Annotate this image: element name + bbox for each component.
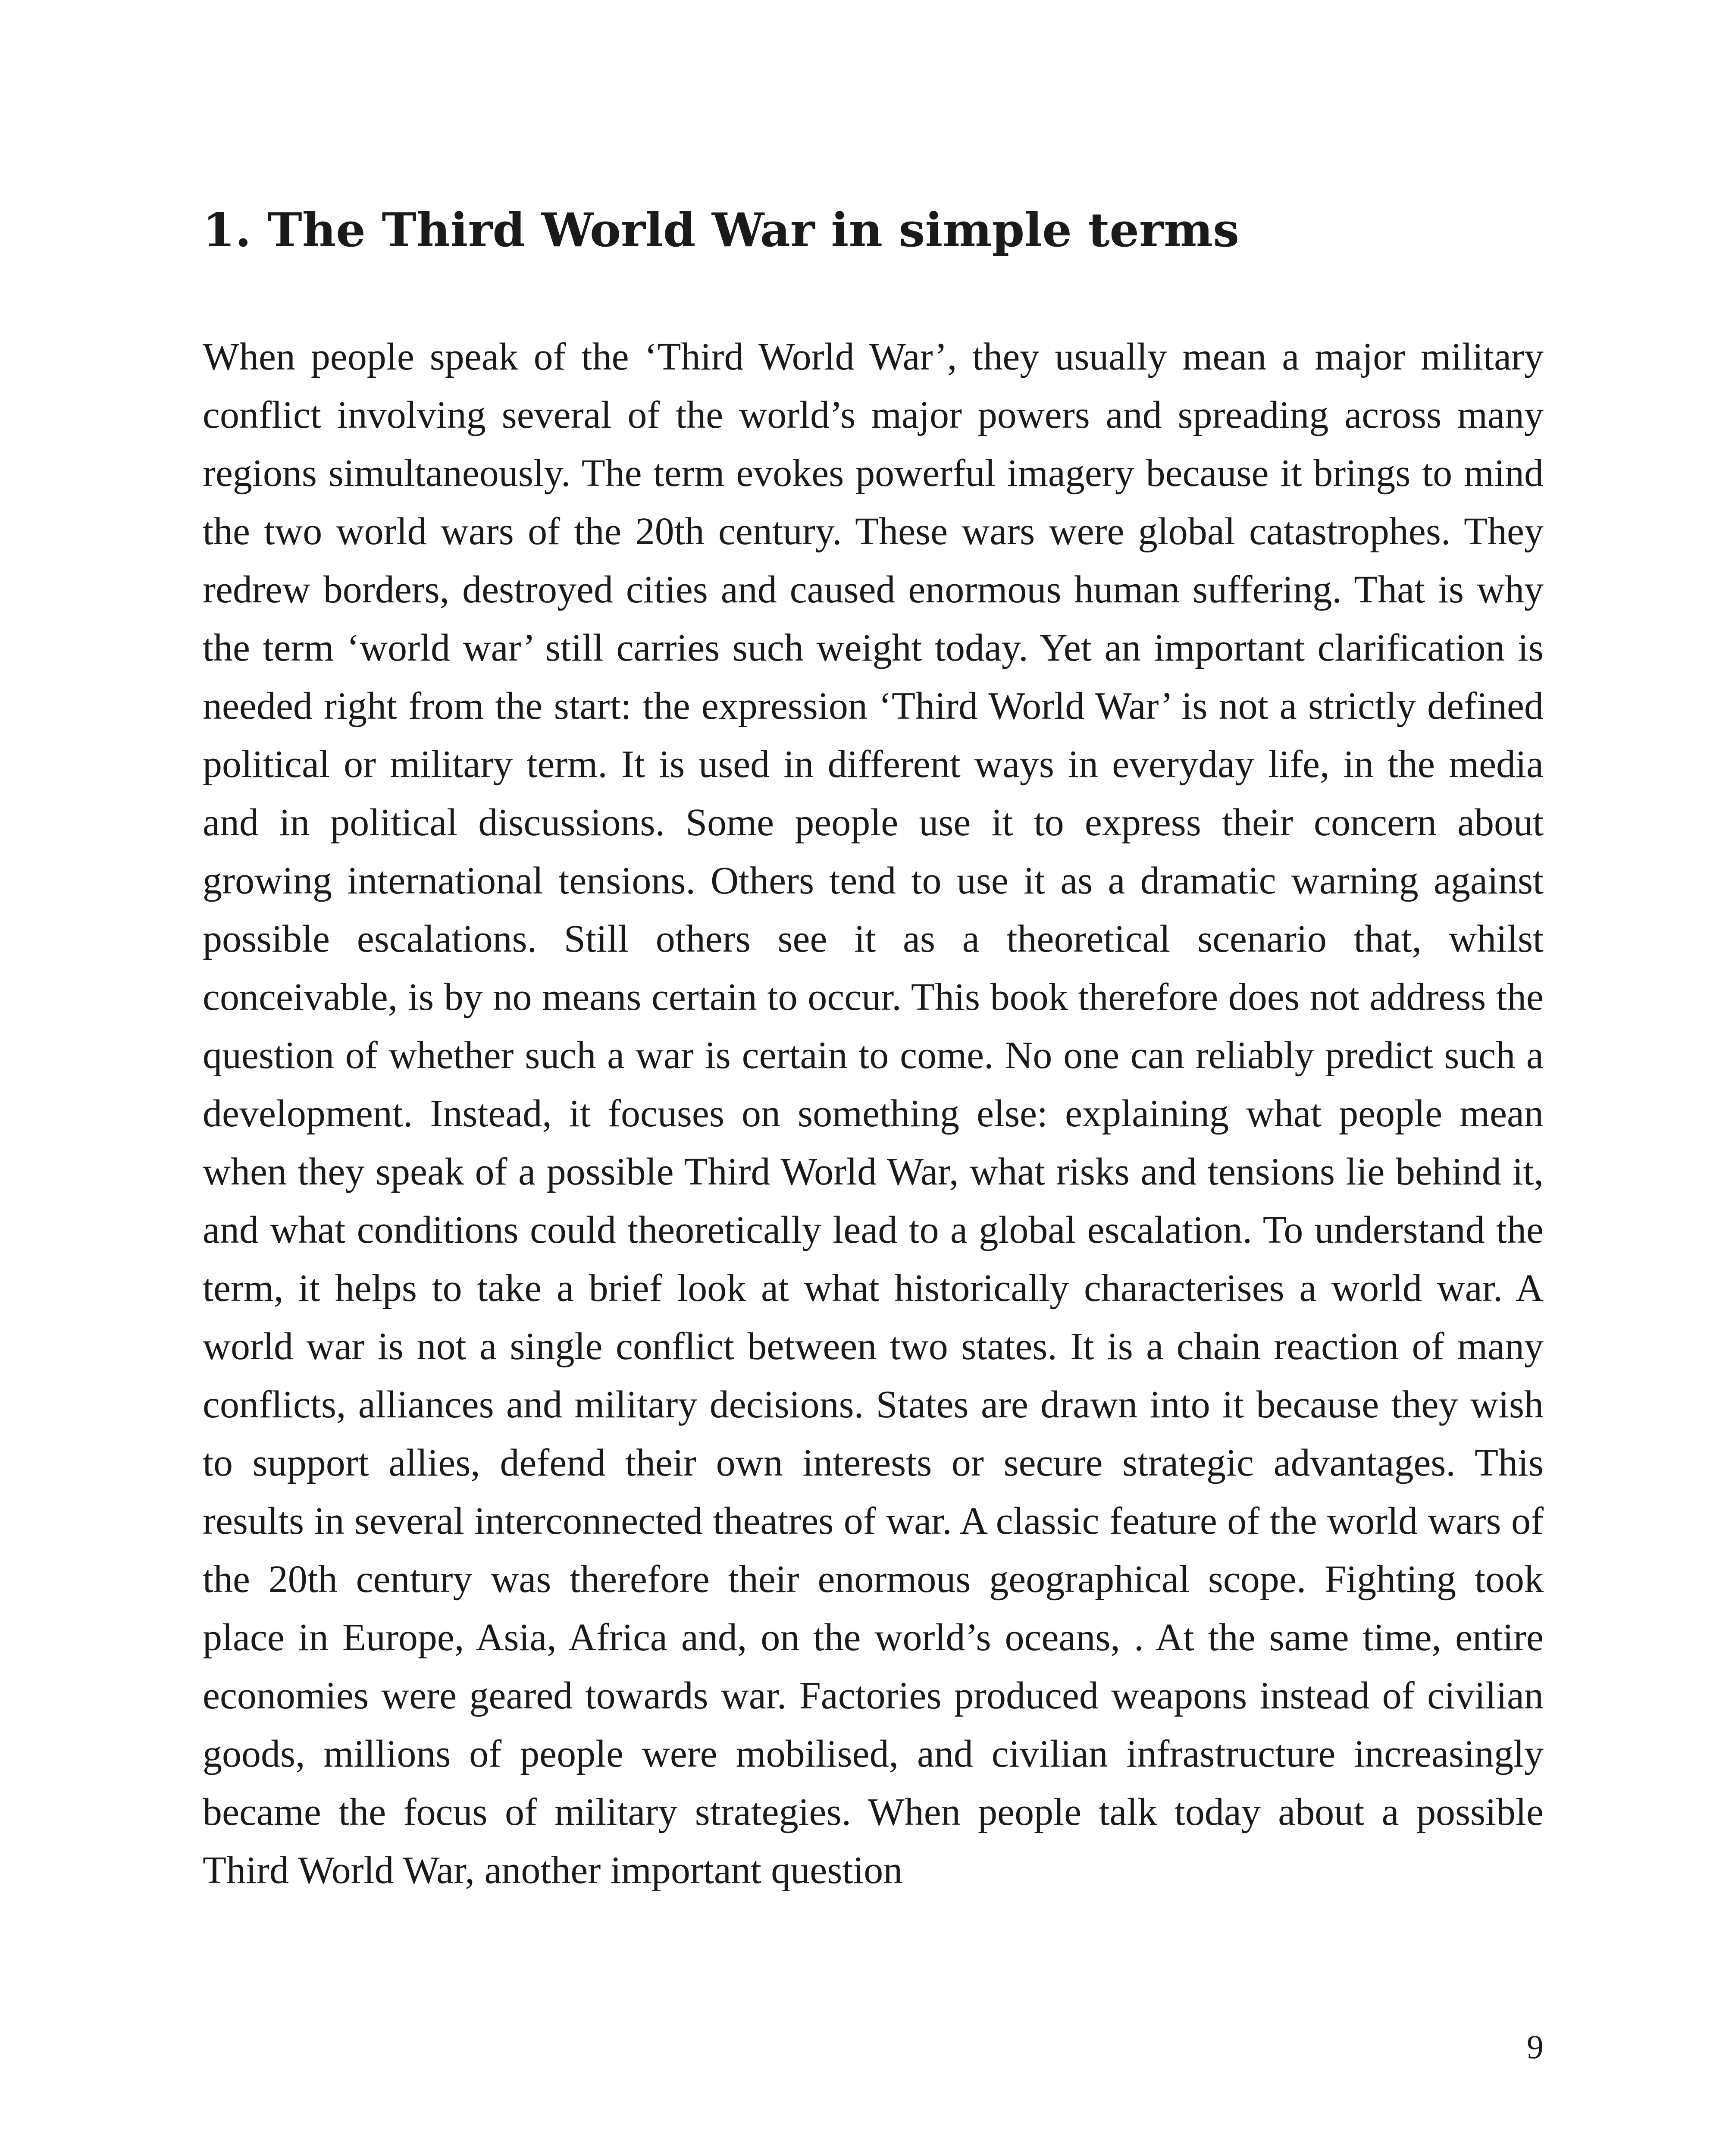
page-number: 9 — [1527, 2028, 1544, 2065]
body-paragraph: When people speak of the ‘Third World War’, they usually mean a major military conflict involving several of the world’s major powers and spreading across many regions simultaneously. The term evokes powerful imagery because it brings to mind the two world wars of the 20th century. These wars were global catastrophes. They redrew borders, destroyed cities and caused enormous human suffering. That is why the term ‘world war’ still carries such weight today. Yet an important clarification is needed right from the start: the expression ‘Third World War’ is not a strictly defined political or military term. It is used in different ways in everyday life, in the media and in political discussions. Some people use it to express their concern about growing international tensions. Others tend to use it as a dramatic warning against possible escalations. Still others see it as a theoretical scenario that, whilst conceivable, is by no means certain to occur. This book therefore does not address the question of whether such a war is certain to come. No one can reliably predict such a development. Instead, it focuses on something else: explaining what people mean when they speak of a possible Third World War, what risks and tensions lie behind it, and what conditions could theoretically lead to a global escalation. To understand the term, it helps to take a brief look at what historically characterises a world war. A world war is not a single conflict between two states. It is a chain reaction of many conflicts, alliances and military decisions. States are drawn into it because they wish to support allies, defend their own interests or secure strategic advantages. This results in several interconnected theatres of war. A classic feature of the world wars of the 20th century was therefore their enormous geographical scope. Fighting took place in Europe, Asia, Africa and, on the world’s oceans, . At the same time, entire economies were geared towards war. Factories produced weapons instead of civilian goods, millions of people were mobilised, and civilian infrastructure increasingly became the focus of military strategies. When people talk today about a possible Third World War, another important question — [203, 335, 1544, 1892]
chapter-heading: 1. The Third World War in simple terms — [203, 203, 1240, 257]
